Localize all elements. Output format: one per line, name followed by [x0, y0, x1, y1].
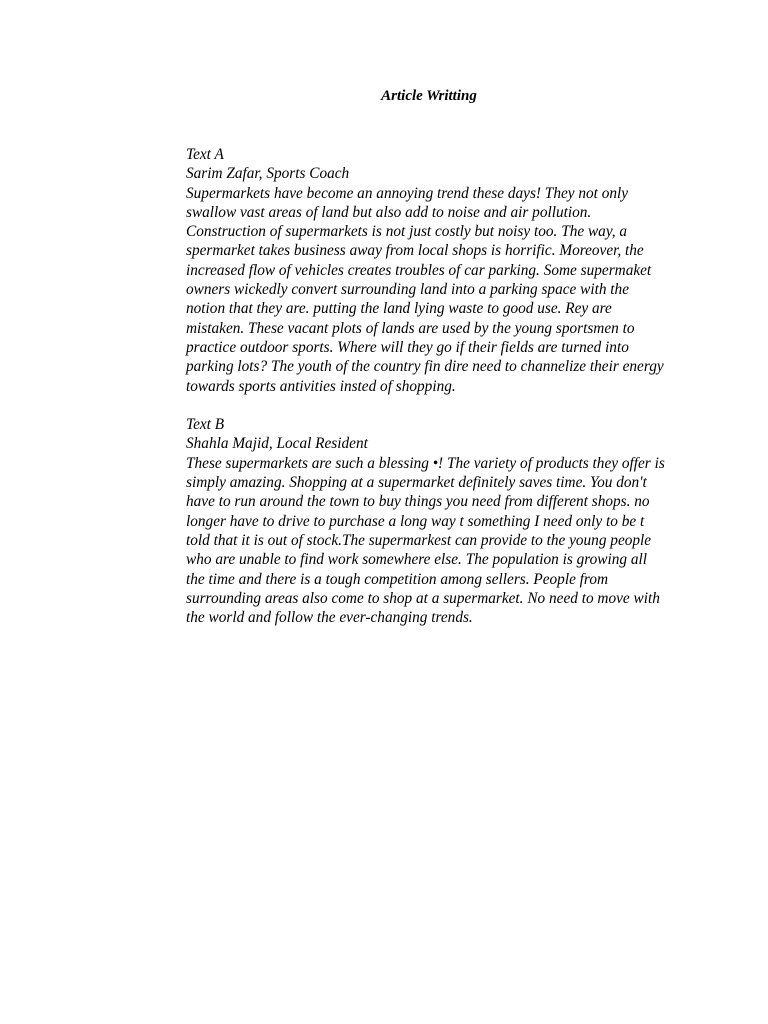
document-title: Article Writting	[381, 88, 477, 104]
section-author: Sarim Zafar, Sports Coach	[186, 165, 350, 183]
paragraph-line: notion that they are. putting the land lying waste to good use. Rey are	[186, 300, 612, 318]
paragraph-line: Construction of supermarkets is not just costly but noisy too. The way, a	[186, 223, 628, 241]
paragraph-line: swallow vast areas of land but also add to noise and air pollution.	[186, 203, 592, 221]
paragraph-line: These supermarkets are such a blessing •! The variety of products they offer is	[186, 454, 665, 472]
paragraph-line: the world and follow the ever-changing trends.	[186, 609, 473, 627]
paragraph-line: parking lots? The youth of the country fin dire need to channelize their energy	[186, 358, 664, 376]
text-b-section	[186, 415, 686, 627]
document-body	[186, 145, 686, 627]
section-author: Shahla Majid, Local Resident	[186, 435, 368, 453]
text-a-section	[186, 145, 686, 396]
section-heading: Text A	[186, 146, 224, 163]
paragraph-line: longer have to drive to purchase a long way t something I need only to be t	[186, 512, 645, 530]
paragraph-line: owners wickedly convert surrounding land into a parking space with the	[186, 281, 629, 299]
paragraph-line: told that it is out of stock.The supermarkest can provide to the young people	[186, 531, 652, 549]
paragraph-line: the time and there is a tough competition among sellers. People from	[186, 570, 609, 588]
paragraph-line: surrounding areas also come to shop at a supermarket. No need to move with	[186, 589, 660, 607]
paragraph-line: have to run around the town to buy things you need from different shops. no	[186, 493, 650, 511]
paragraph-line: simply amazing. Shopping at a supermarket definitely saves time. You don't	[186, 474, 647, 492]
paragraph-line: Supermarkets have become an annoying trend these days! They not only	[186, 184, 629, 202]
paragraph-line: spermarket takes business away from local shops is horrific. Moreover, the	[186, 242, 644, 260]
paragraph-line: towards sports antivities insted of shopping.	[186, 377, 456, 395]
paragraph-line: increased flow of vehicles creates troubles of car parking. Some supermaket	[186, 261, 652, 279]
paragraph-line: practice outdoor sports. Where will they go if their fields are turned into	[186, 338, 629, 356]
paragraph-line: who are unable to find work somewhere else. The population is growing all	[186, 551, 648, 569]
paragraph-line: mistaken. These vacant plots of lands are used by the young sportsmen to	[186, 319, 635, 337]
section-heading: Text B	[186, 416, 225, 434]
